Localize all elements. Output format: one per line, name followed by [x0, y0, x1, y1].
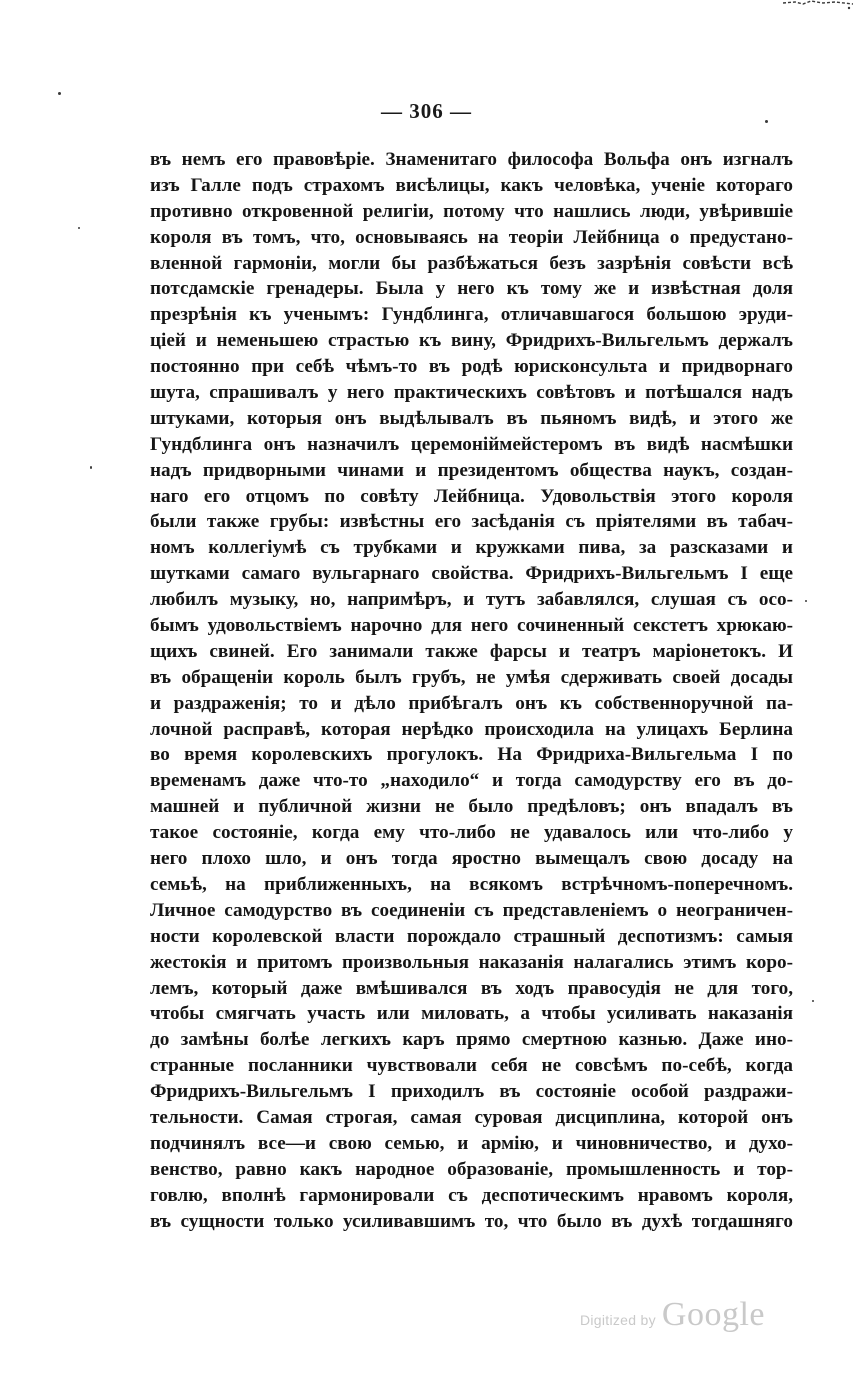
- text-line: тельности. Самая строгая, самая суровая дисциплина, которой онъ: [150, 1106, 793, 1128]
- text-line: презрѣнія къ ученымъ: Гундблинга, отличавшагося большою эруди-: [150, 304, 793, 326]
- scan-speck: [78, 227, 80, 229]
- digitized-watermark: [580, 1296, 765, 1334]
- text-line: до замѣны болѣе легкихъ каръ прямо смертною казнью. Даже ино-: [150, 1029, 793, 1051]
- scan-speck: [812, 1000, 814, 1002]
- text-line: шута, спрашивалъ у него практическихъ совѣтовъ и потѣшался надъ: [150, 382, 793, 404]
- text-line: щихъ свиней. Его занимали также фарсы и театръ маріонетокъ. И: [150, 640, 793, 662]
- text-line: Фридрихъ-Вильгельмъ I приходилъ въ состояніе особой раздражи-: [150, 1081, 793, 1103]
- text-line: и раздраженія; то и дѣло прибѣгалъ онъ къ собственноручной па-: [150, 692, 793, 714]
- text-line: ціей и неменьшею страстью къ вину, Фридрихъ-Вильгельмъ держалъ: [150, 330, 793, 352]
- text-line: въ сущности только усиливавшимъ то, что было въ духѣ тогдашняго: [150, 1210, 793, 1232]
- text-line: венство, равно какъ народное образованіе, промышленность и тор-: [150, 1158, 793, 1180]
- text-line: такое состояніе, когда ему что-либо не удавалось или что-либо у: [150, 822, 793, 844]
- scan-speck: [90, 466, 92, 469]
- text-line: любилъ музыку, но, напримѣръ, и тутъ забавлялся, слушая съ осо-: [150, 589, 793, 611]
- scan-speck: [805, 600, 807, 602]
- google-logo: Google: [661, 1296, 765, 1333]
- text-line: лочной расправѣ, которая нерѣдко происходила на улицахъ Берлина: [150, 718, 793, 740]
- text-line: подчинялъ все—и свою семью, и армію, и чиновничество, и духо-: [150, 1132, 793, 1154]
- text-line: въ обращеніи король былъ грубъ, не умѣя сдерживать своей досады: [150, 666, 793, 688]
- watermark-prefix: Digitized by: [579, 1312, 656, 1328]
- text-line: надъ придворными чинами и президентомъ общества наукъ, создан-: [150, 459, 793, 481]
- text-line: говлю, вполнѣ гармонировали съ деспотическимъ нравомъ короля,: [150, 1184, 793, 1206]
- text-line: короля въ томъ, что, основываясь на теоріи Лейбница о предустано-: [150, 226, 793, 248]
- text-line: были также грубы: извѣстны его засѣданія съ пріятелями въ табач-: [150, 511, 793, 533]
- scan-speck: [58, 92, 61, 95]
- text-line: временамъ даже что-то „находило“ и тогда самодурству его въ до-: [150, 770, 793, 792]
- text-line: во время королевскихъ прогулокъ. На Фридриха-Вильгельма I по: [150, 744, 793, 766]
- text-line: постоянно при себѣ чѣмъ-то въ родѣ юрисконсульта и придворнаго: [150, 356, 793, 378]
- text-line: штуками, которыя онъ выдѣлывалъ въ пьяномъ видѣ, и этого же: [150, 407, 793, 429]
- text-line: вленной гармоніи, могли бы разбѣжаться безъ зазрѣнія совѣсти всѣ: [150, 252, 793, 274]
- text-line: изъ Галле подъ страхомъ висѣлицы, какъ человѣка, ученіе котораго: [150, 174, 793, 196]
- text-line: чтобы смягчать участь или миловать, а чтобы усиливать наказанія: [150, 1003, 793, 1025]
- text-line: потсдамскіе гренадеры. Была у него къ тому же и извѣстная доля: [150, 278, 793, 300]
- text-line: ности королевской власти порождало страшный деспотизмъ: самыя: [150, 925, 793, 947]
- text-line: шутками самаго вульгарнаго свойства. Фридрихъ-Вильгельмъ I еще: [150, 563, 793, 585]
- text-line: странные посланники чувствовали себя не совсѣмъ по-себѣ, когда: [150, 1055, 793, 1077]
- scan-edge-mark: [783, 0, 853, 10]
- text-line: Личное самодурство въ соединеніи съ представленіемъ о неограничен-: [150, 899, 793, 921]
- text-line: въ немъ его правовѣріе. Знаменитаго философа Вольфа онъ изгналъ: [150, 149, 793, 170]
- body-text: [150, 147, 793, 1234]
- text-line: номъ коллегіумѣ съ трубками и кружками пива, за разсказами и: [150, 537, 793, 559]
- text-line: бымъ удовольствіемъ нарочно для него сочиненный секстетъ хрюкаю-: [150, 615, 793, 637]
- text-line: жестокія и притомъ произвольныя наказанія налагались этимъ коро-: [150, 951, 793, 973]
- text-line: машней и публичной жизни не было предѣловъ; онъ впадалъ въ: [150, 796, 793, 818]
- page-number: — 306 —: [381, 99, 472, 123]
- text-line: Гундблинга онъ назначилъ церемоніймейстеромъ въ видѣ насмѣшки: [150, 433, 793, 455]
- scan-speck: [765, 120, 768, 123]
- text-line: него плохо шло, и онъ тогда яростно вымещалъ свою досаду на: [150, 848, 793, 870]
- text-line: противно откровенной религіи, потому что нашлись люди, увѣрившіе: [150, 200, 793, 222]
- text-line: наго его отцомъ по совѣту Лейбница. Удовольствія этого короля: [150, 485, 793, 507]
- text-line: лемъ, который даже вмѣшивался въ ходъ правосудія не для того,: [150, 977, 793, 999]
- text-line: семьѣ, на приближенныхъ, на всякомъ встрѣчномъ-поперечномъ.: [150, 873, 793, 895]
